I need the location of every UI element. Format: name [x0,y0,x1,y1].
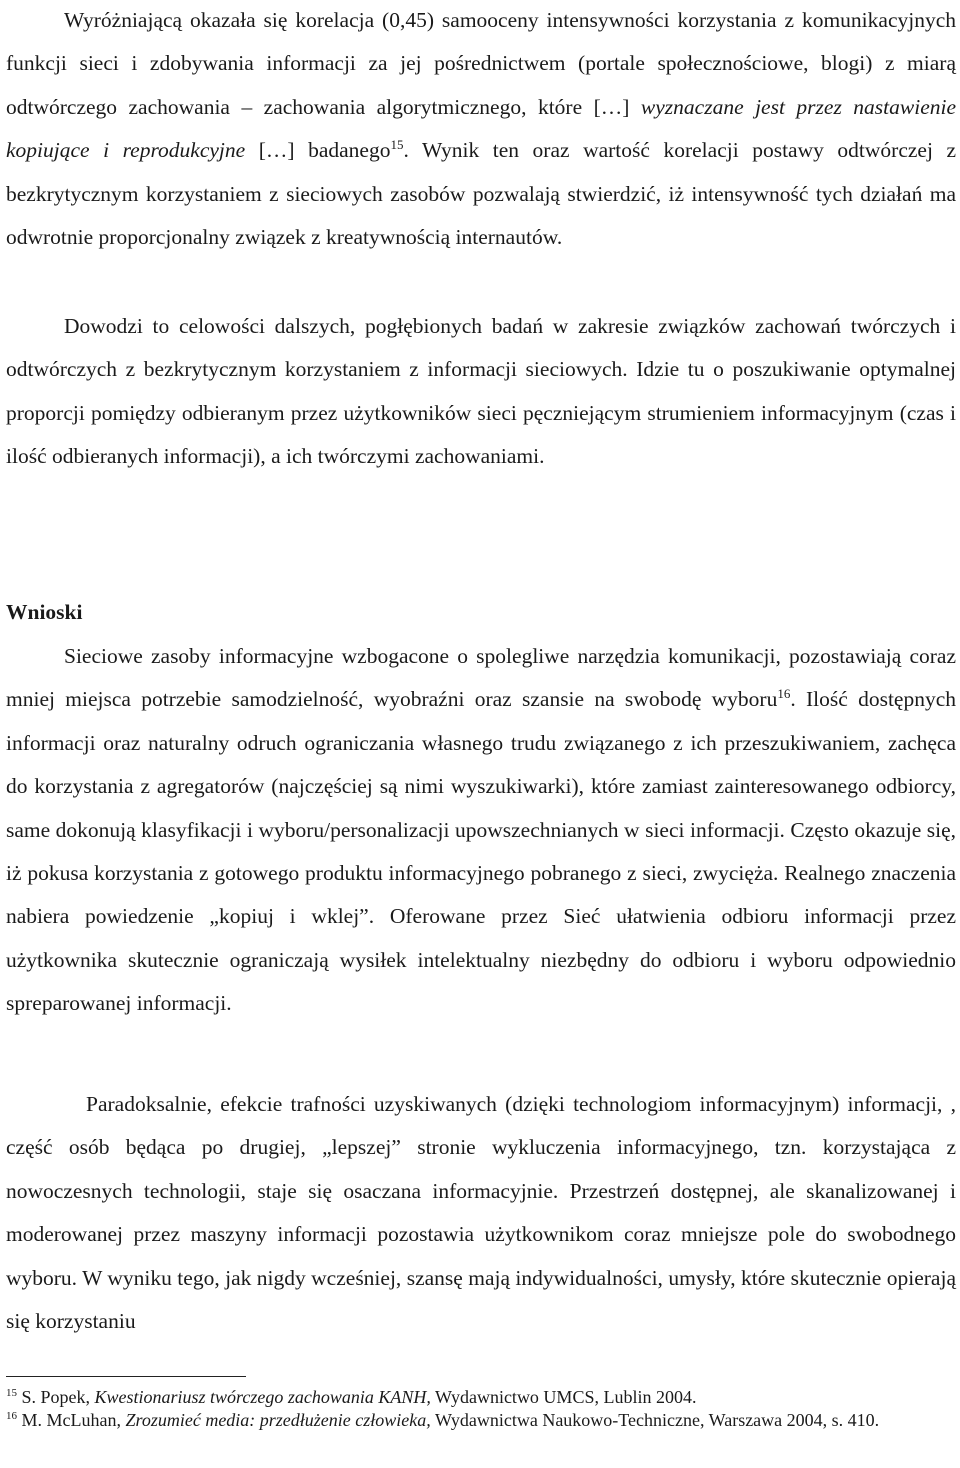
paragraph-text: . Wynik ten oraz wartość korelacji postawy odtwórczej z bezkrytycznym korzystaniem z sieciowych zasobów pozwalają stwierdzić, iż intensywność tych działań ma odwrotnie proporcjonalny związek z kreatywnością internautów. [6,138,956,250]
paragraph-further-research: Dowodzi to celowości dalszych, pogłębionych badań w zakresie związków zachowań twórczych i odtwórczych z bezkrytycznym korzystaniem z informacji sieciowych. Idzie tu o poszukiwanie optymalnej proporcji pomiędzy odbieranym przez użytkowników sieci pęczniejącym strumieniem informacyjnym (czas i ilość odbieranych informacji), a ich twórczymi zachowaniami. [6,314,956,469]
paragraph-text: Sieciowe zasoby informacyjne wzbogacone o spolegliwe narzędzia komunikacji, pozostawiają coraz mniej miejsca potrzebie samodzielność, wyobraźni oraz szansie na swobodę wyboru [6,644,956,712]
paragraph-text: . Ilość dostępnych informacji oraz naturalny odruch ograniczania własnego trudu związanego z ich przeszukiwaniem, zachęca do korzystania z agregatorów (najczęściej są nimi wyszukiwarki), które zamiast zainteresowanego odbiorcy, same dokonują klasyfikacji i wyboru/personalizacji upowszechnianych w sieci informacji. Często okazuje się, iż pokusa korzystania z gotowego produktu informacyjnego pobranego z sieci, zwycięża. Realnego znaczenia nabiera powiedzenie „kopiuj i wklej”. Oferowane przez Sieć ułatwienia odbioru informacji przez użytkownika skutecznie ograniczają wysiłek intelektualny niezbędny do odbioru i wyboru odpowiednio spreparowanej informacji. [6,687,956,1016]
italic-quote: wyznaczane jest przez nastawienie kopiujące i reprodukcyjne [6,94,957,163]
paragraph-text: […] badanego [245,138,391,163]
footnote-15 [6,1386,936,1409]
footnote-ref-16[interactable]: 16 [777,686,791,702]
footnote-divider [6,1376,246,1377]
footnotes [6,1386,936,1432]
footnote-number: 16 [6,1410,17,1422]
paragraph-conclusions [6,635,956,1026]
footnote-number: 15 [6,1387,17,1399]
footnote-title: Zrozumieć media: przedłużenie człowieka, [125,1410,431,1430]
paragraph-paradox: Paradoksalnie, efekcie trafności uzyskiwanych (dzięki technologiom informacyjnym) informacji, , część osób będąca po drugiej, „lepszej” stronie wykluczenia informacyjnego, tzn. korzystająca z nowoczesnych technologii, staje się osaczana informacyjnie. Przestrzeń dostępnej, ale skanalizowanej i moderowanej przez maszyny informacji pozostawia użytkownikom coraz mniejsze pole do swobodnego wyboru. W wyniku tego, jak nigdy wcześniej, szansę mają indywidualności, umysły, które skutecznie opierają się korzystaniu [6,1092,956,1334]
footnote-publisher: Wydawnictwa Naukowo-Techniczne, Warszawa 2004, s. 410. [430,1410,880,1430]
paragraph-correlation [6,0,956,259]
footnote-ref-15[interactable]: 15 [390,137,404,153]
footnote-author: M. McLuhan, [17,1410,126,1430]
footnote-16 [6,1409,936,1432]
footnote-title: Kwestionariusz twórczego zachowania KANH, [94,1387,431,1407]
section-heading-conclusions: Wnioski [6,600,83,624]
footnote-publisher: Wydawnictwo UMCS, Lublin 2004. [430,1387,697,1407]
paragraph-text: Wyróżniającą okazała się korelacja (0,45) samooceny intensywności korzystania z komunikacyjnych funkcji sieci i zdobywania informacji za jej pośrednictwem (portale społecznościowe, blogi) z miarą odtwórczego zachowania – zachowania algorytmicznego, które […] [6,8,956,119]
footnote-author: S. Popek, [17,1387,95,1407]
